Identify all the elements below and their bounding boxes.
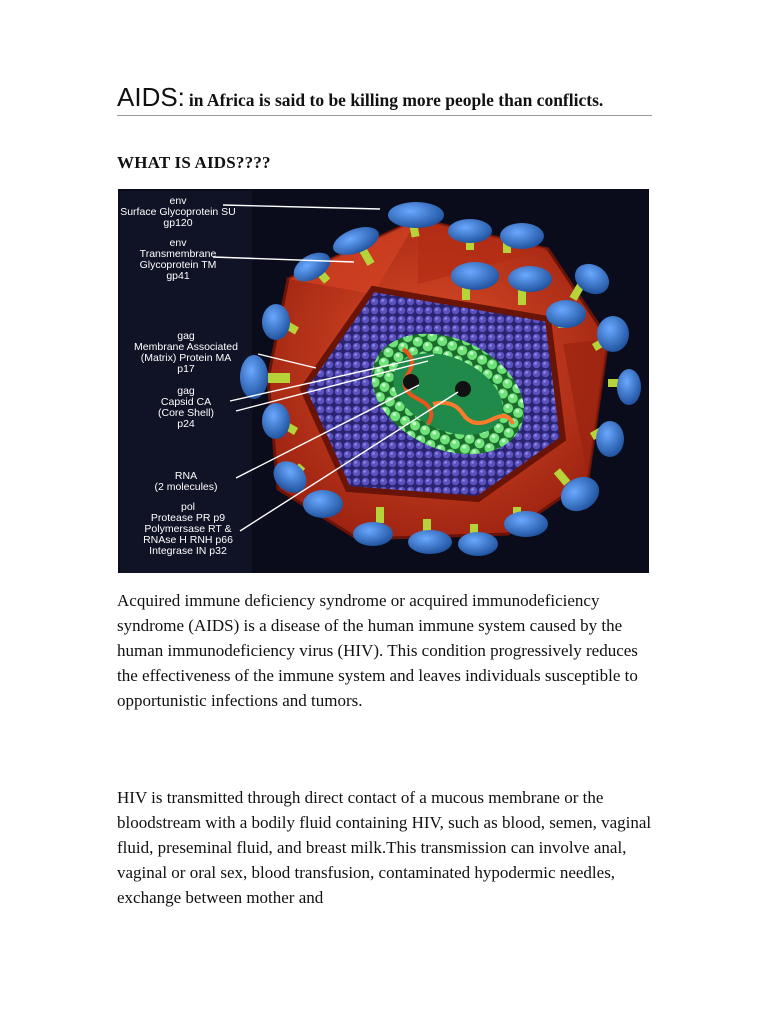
label-line: p24 [177,418,195,430]
label-line: (2 molecules) [154,481,218,493]
label-line: Integrase IN p32 [149,545,227,557]
label-line: RNAse H RNH p66 [143,534,233,546]
label-line: Protease PR p9 [150,512,226,524]
label-line: Glycoprotein TM [139,259,217,271]
spike [546,300,586,328]
paragraph-transmission: HIV is transmitted through direct contact of a mucous membrane or the bloodstream with a bodily fluid containing HIV, such as blood, semen, vaginal fluid, preseminal fluid, and breast milk.This transmission can involve anal, vaginal or oral sex, blood transfusion, contaminated hypodermic needles, exchange between mother and [117,788,652,907]
section-heading: WHAT IS AIDS???? [117,153,271,172]
label-line: env [169,237,187,249]
label-line: pol [180,501,196,513]
label-line: (Core Shell) [157,407,215,419]
enzyme-particle [403,374,419,390]
label-line: RNA [174,470,198,482]
label-line: Capsid CA [160,396,212,408]
label-line: Membrane Associated [134,341,238,353]
title-aids: AIDS: [117,82,185,112]
document-title [117,82,652,116]
label-line: p17 [177,363,195,375]
label-line: gp120 [163,217,193,229]
label-line: Surface Glycoprotein SU [120,206,236,218]
spike [303,490,343,518]
label-line: gp41 [166,270,190,282]
hiv-virion-diagram [118,189,649,573]
label-line: env [169,195,187,207]
title-subtitle: in Africa is said to be killing more people than conflicts. [188,90,604,110]
enzyme-particle [455,381,471,397]
label-line: (Matrix) Protein MA [140,352,232,364]
paragraph-definition: Acquired immune deficiency syndrome or acquired immunodeficiency syndrome (AIDS) is a disease of the human immune system caused by the human immunodeficiency virus (HIV). This condition progressively reduces the effectiveness of the immune system and leaves individuals susceptible to opportunistic infections and tumors. [117,591,638,710]
label-line: Polymersase RT & [144,523,232,535]
label-line: gag [177,330,195,342]
label-line: Transmembrane [139,248,217,260]
label-line: gag [177,385,195,397]
